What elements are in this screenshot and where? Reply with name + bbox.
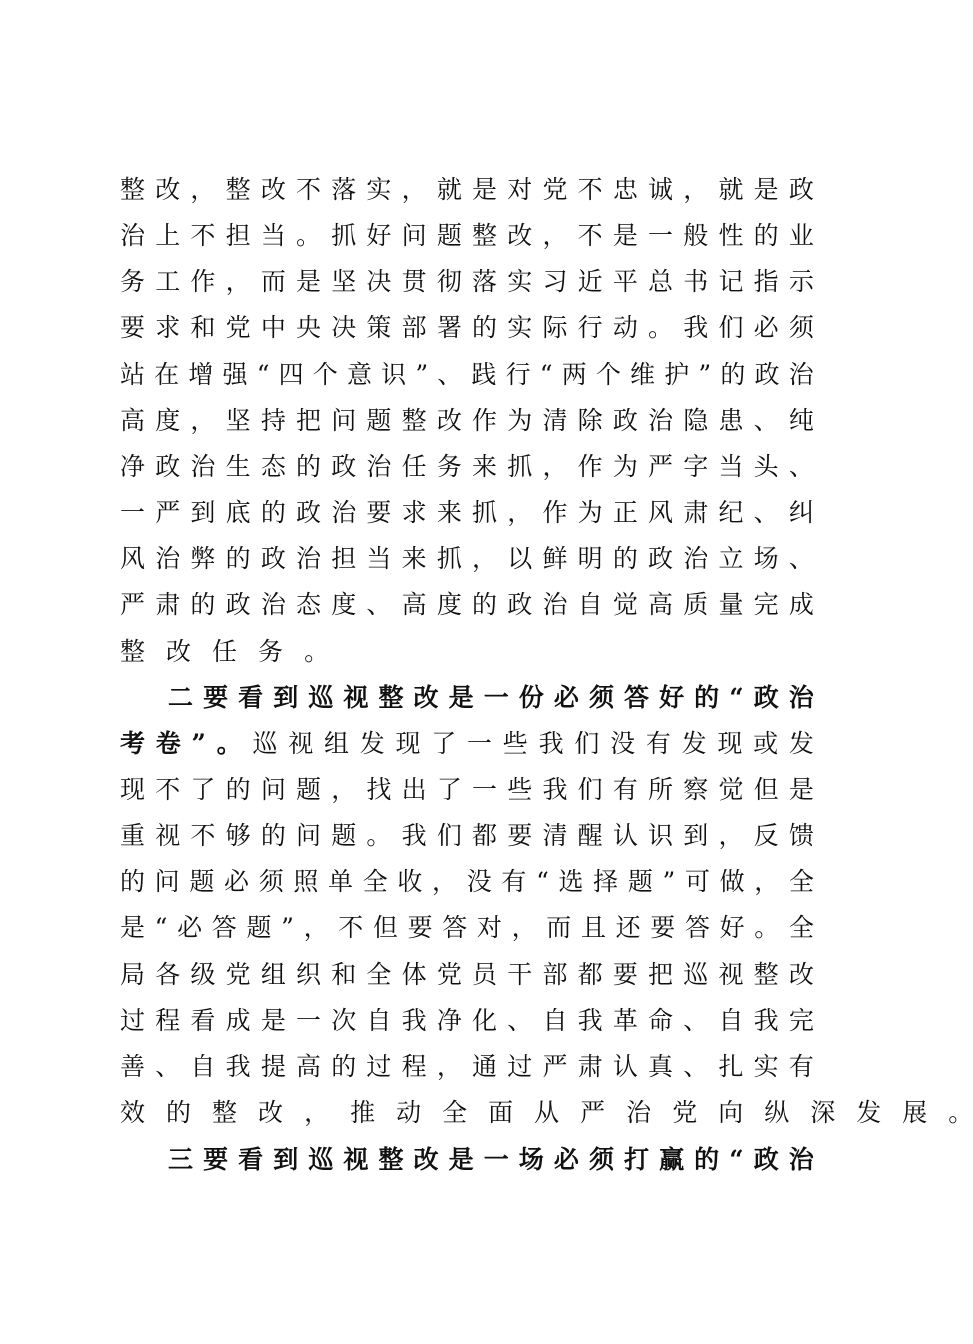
text-line: 治 上 不 担 当 。 抓 好 问 题 整 改 ， 不 是 一 般 性 的 业	[120, 221, 814, 250]
text-line: 站 在 增 强 “ 四 个 意 识 ” 、 践 行 “ 两 个 维 护 ” 的 政 治	[120, 360, 814, 389]
text-line: 是 “ 必 答 题 ” ， 不 但 要 答 对 ， 而 且 还 要 答 好 。 全	[120, 913, 814, 942]
section-heading-line: 二 要 看 到 巡 视 整 改 是 一 份 必 须 答 好 的 “ 政 治	[168, 683, 814, 712]
text-line: 善 、 自 我 提 高 的 过 程 ， 通 过 严 肃 认 真 、 扎 实 有	[120, 1052, 814, 1081]
text-line: 严 肃 的 政 治 态 度 、 高 度 的 政 治 自 觉 高 质 量 完 成	[120, 590, 814, 619]
text-line: 整 改 任 务 。	[120, 637, 330, 666]
text-line: 效 的 整 改 ， 推 动 全 面 从 严 治 党 向 纵 深 发 展 。	[120, 1098, 973, 1127]
text-line: 过 程 看 成 是 一 次 自 我 净 化 、 自 我 革 命 、 自 我 完	[120, 1006, 814, 1035]
text-line: 的 问 题 必 须 照 单 全 收 ， 没 有 “ 选 择 题 ” 可 做 ， 全	[120, 867, 814, 896]
section-heading-line: 三 要 看 到 巡 视 整 改 是 一 场 必 须 打 赢 的 “ 政 治	[168, 1145, 814, 1174]
text-line: 整 改 ， 整 改 不 落 实 ， 就 是 对 党 不 忠 诚 ， 就 是 政	[120, 175, 814, 204]
text-line: 风 治 弊 的 政 治 担 当 来 抓 ， 以 鲜 明 的 政 治 立 场 、	[120, 544, 814, 573]
text-line: 现 不 了 的 问 题 ， 找 出 了 一 些 我 们 有 所 察 觉 但 是	[120, 775, 814, 804]
text-line: 考 卷 ” 。 巡 视 组 发 现 了 一 些 我 们 没 有 发 现 或 发	[120, 729, 814, 758]
text-line: 局 各 级 党 组 织 和 全 体 党 员 干 部 都 要 把 巡 视 整 改	[120, 960, 814, 989]
text-line: 高 度 ， 坚 持 把 问 题 整 改 作 为 清 除 政 治 隐 患 、 纯	[120, 406, 814, 435]
text-line: 要 求 和 党 中 央 决 策 部 署 的 实 际 行 动 。 我 们 必 须	[120, 313, 814, 342]
text-line: 务 工 作 ， 而 是 坚 决 贯 彻 落 实 习 近 平 总 书 记 指 示	[120, 267, 814, 296]
text-line: 重 视 不 够 的 问 题 。 我 们 都 要 清 醒 认 识 到 ， 反 馈	[120, 821, 814, 850]
text-line: 一 严 到 底 的 政 治 要 求 来 抓 ， 作 为 正 风 肃 纪 、 纠	[120, 498, 814, 527]
text-line: 净 政 治 生 态 的 政 治 任 务 来 抓 ， 作 为 严 字 当 头 、	[120, 452, 814, 481]
